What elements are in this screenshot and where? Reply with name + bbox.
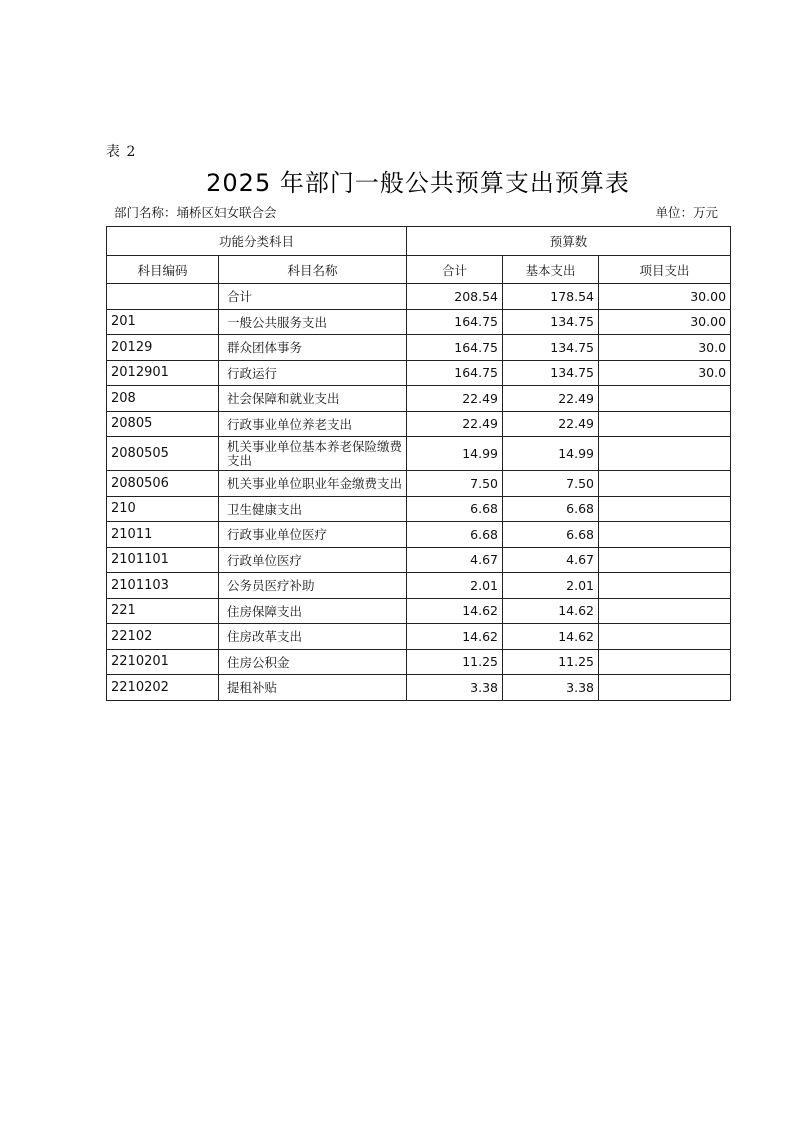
cell-total: 6.68 bbox=[407, 496, 503, 522]
page-title: 2025 年部门一般公共预算支出预算表 bbox=[206, 169, 630, 197]
cell-basic: 4.67 bbox=[503, 547, 599, 573]
table-row bbox=[107, 649, 731, 675]
department-name: 部门名称：埇桥区妇女联合会 bbox=[114, 205, 277, 220]
cell-project bbox=[599, 675, 731, 701]
table-row bbox=[107, 309, 731, 335]
table-row bbox=[107, 411, 731, 437]
cell-name: 行政运行 bbox=[219, 360, 407, 386]
cell-name: 机关事业单位基本养老保险缴费支出 bbox=[219, 437, 407, 471]
header-row-columns bbox=[107, 256, 731, 284]
cell-basic: 22.49 bbox=[503, 386, 599, 412]
unit-label: 单位：万元 bbox=[655, 205, 718, 220]
cell-project bbox=[599, 598, 731, 624]
col-header-name: 科目名称 bbox=[219, 256, 407, 284]
cell-name: 住房公积金 bbox=[219, 649, 407, 675]
table-row bbox=[107, 624, 731, 650]
cell-total: 22.49 bbox=[407, 386, 503, 412]
cell-code bbox=[107, 284, 219, 310]
cell-project bbox=[599, 522, 731, 548]
cell-basic: 6.68 bbox=[503, 522, 599, 548]
cell-code: 2012901 bbox=[107, 360, 219, 386]
cell-basic: 2.01 bbox=[503, 573, 599, 599]
cell-name: 公务员医疗补助 bbox=[219, 573, 407, 599]
table-row bbox=[107, 573, 731, 599]
table-body bbox=[107, 284, 731, 701]
cell-total: 14.62 bbox=[407, 598, 503, 624]
cell-project bbox=[599, 624, 731, 650]
cell-project: 30.00 bbox=[599, 284, 731, 310]
table-row bbox=[107, 471, 731, 497]
cell-code: 221 bbox=[107, 598, 219, 624]
cell-code: 20805 bbox=[107, 411, 219, 437]
cell-name: 住房改革支出 bbox=[219, 624, 407, 650]
cell-total: 2.01 bbox=[407, 573, 503, 599]
table-row bbox=[107, 522, 731, 548]
table-row bbox=[107, 496, 731, 522]
table-row bbox=[107, 360, 731, 386]
cell-code: 2210202 bbox=[107, 675, 219, 701]
cell-code: 2080505 bbox=[107, 437, 219, 471]
cell-total: 22.49 bbox=[407, 411, 503, 437]
cell-total: 3.38 bbox=[407, 675, 503, 701]
cell-project bbox=[599, 471, 731, 497]
cell-total: 6.68 bbox=[407, 522, 503, 548]
cell-project bbox=[599, 437, 731, 471]
col-header-project: 项目支出 bbox=[599, 256, 731, 284]
table-row bbox=[107, 386, 731, 412]
cell-code: 2101101 bbox=[107, 547, 219, 573]
cell-total: 164.75 bbox=[407, 360, 503, 386]
cell-basic: 22.49 bbox=[503, 411, 599, 437]
budget-table bbox=[106, 226, 731, 701]
col-header-basic: 基本支出 bbox=[503, 256, 599, 284]
cell-name: 卫生健康支出 bbox=[219, 496, 407, 522]
cell-name: 行政事业单位医疗 bbox=[219, 522, 407, 548]
cell-name: 行政事业单位养老支出 bbox=[219, 411, 407, 437]
cell-basic: 134.75 bbox=[503, 309, 599, 335]
cell-project bbox=[599, 547, 731, 573]
cell-project bbox=[599, 496, 731, 522]
cell-total: 14.62 bbox=[407, 624, 503, 650]
cell-project: 30.00 bbox=[599, 309, 731, 335]
cell-project bbox=[599, 573, 731, 599]
cell-code: 210 bbox=[107, 496, 219, 522]
cell-total: 14.99 bbox=[407, 437, 503, 471]
cell-basic: 14.99 bbox=[503, 437, 599, 471]
cell-total: 164.75 bbox=[407, 309, 503, 335]
cell-project bbox=[599, 411, 731, 437]
col-header-code: 科目编码 bbox=[107, 256, 219, 284]
cell-name: 行政单位医疗 bbox=[219, 547, 407, 573]
cell-code: 20129 bbox=[107, 335, 219, 361]
budget-amount-header: 预算数 bbox=[407, 227, 731, 256]
cell-name: 群众团体事务 bbox=[219, 335, 407, 361]
cell-basic: 134.75 bbox=[503, 335, 599, 361]
cell-code: 22102 bbox=[107, 624, 219, 650]
table-row bbox=[107, 284, 731, 310]
cell-basic: 7.50 bbox=[503, 471, 599, 497]
cell-total: 208.54 bbox=[407, 284, 503, 310]
cell-code: 2210201 bbox=[107, 649, 219, 675]
cell-basic: 6.68 bbox=[503, 496, 599, 522]
cell-basic: 14.62 bbox=[503, 598, 599, 624]
cell-name: 机关事业单位职业年金缴费支出 bbox=[219, 471, 407, 497]
cell-basic: 3.38 bbox=[503, 675, 599, 701]
cell-code: 21011 bbox=[107, 522, 219, 548]
table-row bbox=[107, 547, 731, 573]
cell-total: 4.67 bbox=[407, 547, 503, 573]
table-row bbox=[107, 675, 731, 701]
cell-project bbox=[599, 649, 731, 675]
meta-row bbox=[114, 203, 718, 221]
cell-code: 2101103 bbox=[107, 573, 219, 599]
cell-name: 合计 bbox=[219, 284, 407, 310]
cell-project: 30.0 bbox=[599, 335, 731, 361]
cell-basic: 11.25 bbox=[503, 649, 599, 675]
cell-project bbox=[599, 386, 731, 412]
header-row-group bbox=[107, 227, 731, 256]
cell-basic: 134.75 bbox=[503, 360, 599, 386]
cell-project: 30.0 bbox=[599, 360, 731, 386]
cell-name: 提租补贴 bbox=[219, 675, 407, 701]
cell-code: 2080506 bbox=[107, 471, 219, 497]
cell-basic: 14.62 bbox=[503, 624, 599, 650]
cell-name: 一般公共服务支出 bbox=[219, 309, 407, 335]
cell-basic: 178.54 bbox=[503, 284, 599, 310]
cell-total: 164.75 bbox=[407, 335, 503, 361]
cell-total: 7.50 bbox=[407, 471, 503, 497]
cell-total: 11.25 bbox=[407, 649, 503, 675]
cell-code: 201 bbox=[107, 309, 219, 335]
table-row bbox=[107, 598, 731, 624]
cell-name: 社会保障和就业支出 bbox=[219, 386, 407, 412]
table-row bbox=[107, 437, 731, 471]
functional-classification-header: 功能分类科目 bbox=[107, 227, 407, 256]
cell-name: 住房保障支出 bbox=[219, 598, 407, 624]
table-number: 表 2 bbox=[106, 144, 137, 160]
cell-code: 208 bbox=[107, 386, 219, 412]
col-header-total: 合计 bbox=[407, 256, 503, 284]
table-row bbox=[107, 335, 731, 361]
